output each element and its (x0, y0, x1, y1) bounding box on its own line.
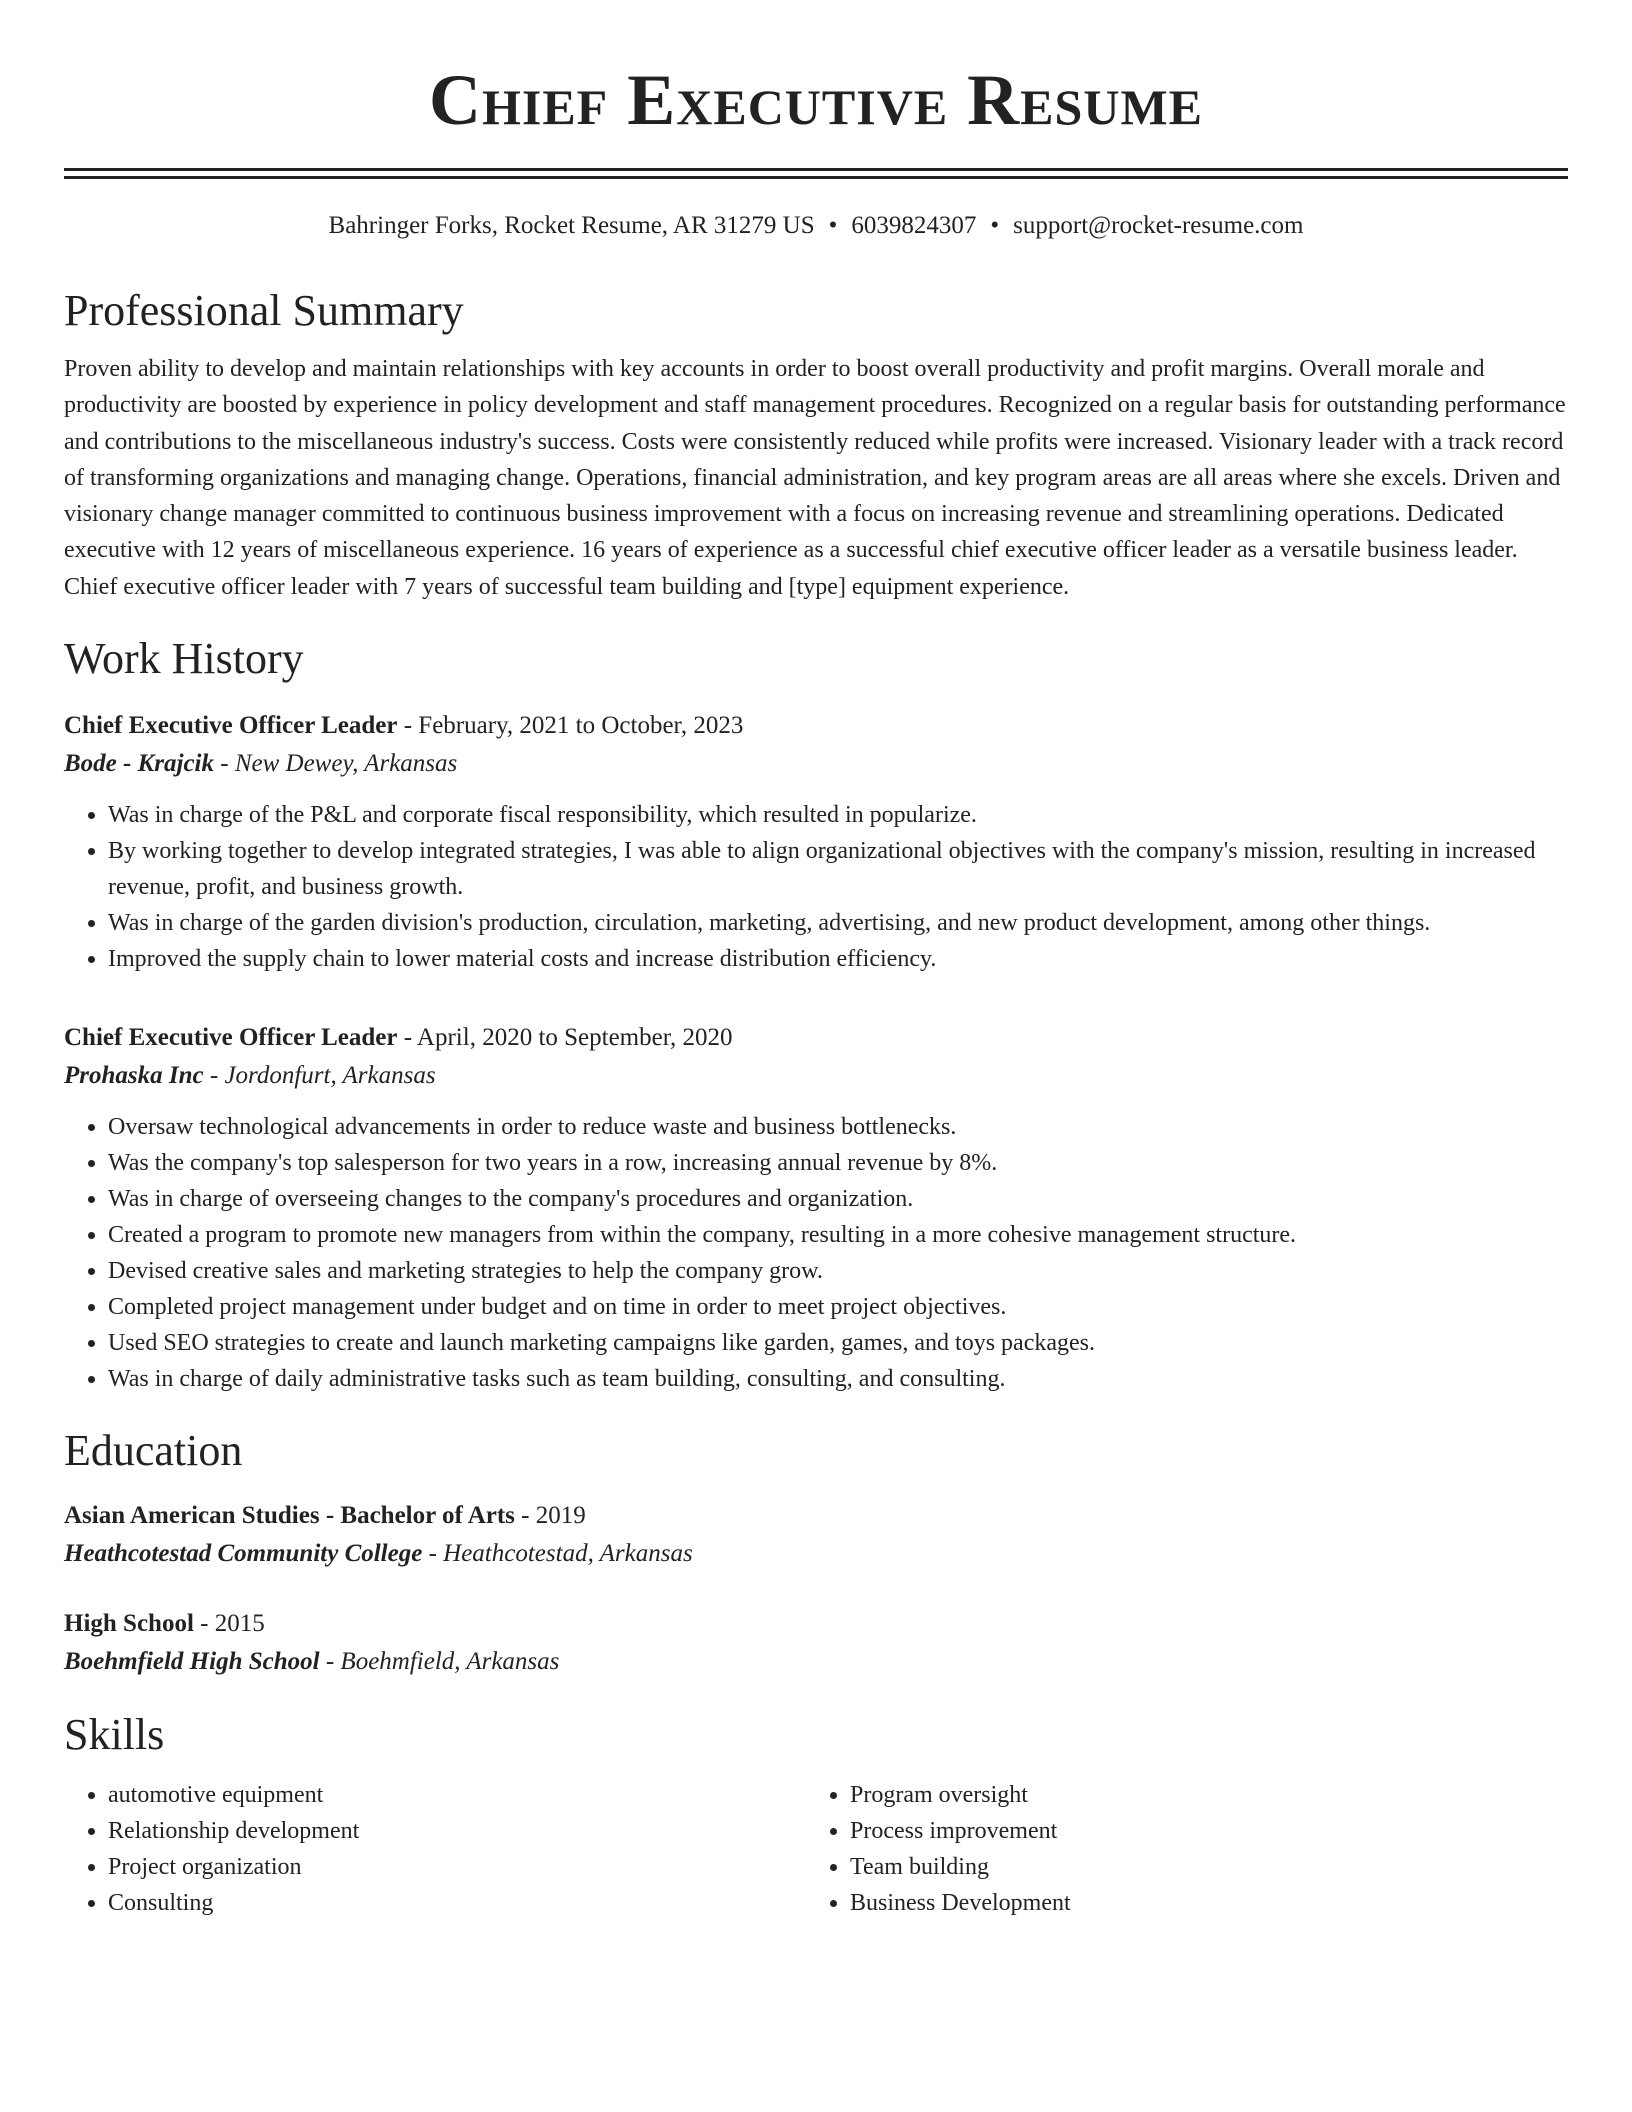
skill-item: • Process improvement (850, 1813, 1548, 1849)
summary-heading: Professional Summary (64, 286, 464, 335)
degree-year: 2019 (535, 1502, 586, 1530)
skills-column-right (806, 1777, 1548, 1921)
skill-item: • Consulting (108, 1885, 806, 1921)
skill-item: • Project organization (108, 1849, 806, 1885)
school-line: Boehmfield High School - Boehmfield, Arkansas (64, 1648, 560, 1676)
job-title-line: Chief Executive Officer Leader - April, 2020 to September, 2020 (64, 1024, 733, 1052)
job-bullet: • Was in charge of the garden division's production, circulation, marketing, advertising, and new product development, among other things. (108, 905, 1568, 941)
degree-line: Asian American Studies - Bachelor of Arts - 2019 (64, 1502, 586, 1530)
job-bullet: • Improved the supply chain to lower material costs and increase distribution efficiency. (108, 941, 1568, 977)
company-location: New Dewey, Arkansas (234, 750, 458, 778)
education-entry (64, 1497, 1568, 1573)
contact-email: support@rocket-resume.com (1013, 212, 1304, 239)
job-title-line: Chief Executive Officer Leader - February, 2021 to October, 2023 (64, 712, 744, 740)
company-line: Prohaska Inc - Jordonfurt, Arkansas (64, 1062, 436, 1090)
job-bullet: • Created a program to promote new managers from within the company, resulting in a more cohesive management structure. (108, 1217, 1568, 1253)
job-bullet: • Used SEO strategies to create and launch marketing campaigns like garden, games, and toys packages. (108, 1325, 1568, 1361)
school-line: Heathcotestad Community College - Heathcotestad, Arkansas (64, 1540, 693, 1568)
company-name: Bode - Krajcik (64, 750, 214, 778)
company-location: Jordonfurt, Arkansas (224, 1062, 436, 1090)
contact-phone: 6039824307 (851, 212, 977, 239)
skill-item: • Relationship development (108, 1813, 806, 1849)
school-name: Heathcotestad Community College (64, 1540, 423, 1568)
job-bullet: • Was in charge of the P&L and corporate fiscal responsibility, which resulted in popularize. (108, 797, 1568, 833)
job-bullet: • Devised creative sales and marketing strategies to help the company grow. (108, 1253, 1568, 1289)
company-line: Bode - Krajcik - New Dewey, Arkansas (64, 750, 458, 778)
contact-line (64, 209, 1568, 243)
skill-item: • Program oversight (850, 1777, 1548, 1813)
skill-item: • automotive equipment (108, 1777, 806, 1813)
education-heading: Education (64, 1426, 243, 1476)
job-title: Chief Executive Officer Leader (64, 1024, 398, 1052)
school-location: Boehmfield, Arkansas (340, 1648, 560, 1676)
work-history-heading: Work History (64, 634, 304, 684)
job-bullets (64, 797, 1568, 977)
job-entry (64, 1019, 1568, 1397)
title-divider (64, 168, 1568, 179)
degree-name: High School (64, 1610, 194, 1638)
job-bullet: • Was in charge of overseeing changes to the company's procedures and organization. (108, 1181, 1568, 1217)
job-entry (64, 707, 1568, 977)
contact-separator: • (828, 212, 838, 239)
resume-title: Chief Executive Resume (428, 60, 1203, 140)
skills-heading: Skills (64, 1710, 165, 1760)
job-dates: April, 2020 to September, 2020 (416, 1024, 733, 1052)
job-bullet: • Was in charge of daily administrative tasks such as team building, consulting, and consulting. (108, 1361, 1568, 1397)
company-name: Prohaska Inc (64, 1062, 204, 1090)
skills-column-left (64, 1777, 806, 1921)
job-bullet: • By working together to develop integrated strategies, I was able to align organizational objectives with the company's mission, resulting in increased revenue, profit, and business growth. (108, 833, 1568, 905)
job-title: Chief Executive Officer Leader (64, 712, 398, 740)
school-name: Boehmfield High School (64, 1648, 320, 1676)
contact-address: Bahringer Forks, Rocket Resume, AR 31279 US (328, 212, 815, 239)
skill-item: • Team building (850, 1849, 1548, 1885)
job-bullet: • Oversaw technological advancements in order to reduce waste and business bottlenecks. (108, 1109, 1568, 1145)
job-dates: February, 2021 to October, 2023 (418, 712, 744, 740)
skills-grid (64, 1777, 1568, 1921)
job-bullet: • Completed project management under budget and on time in order to meet project objectives. (108, 1289, 1568, 1325)
summary-text: Proven ability to develop and maintain relationships with key accounts in order to boost overall productivity and profit margins. Overall morale and productivity are boosted by experience in policy development and staff management procedures. Recognized on a regular basis for outstanding performance and contributions to the miscellaneous industry's success. Costs were consistently reduced while profits were increased. Visionary leader with a track record of transforming organizations and managing change. Operations, financial administration, and key program areas are all areas where she excels. Driven and visionary change manager committed to continuous business improvement with a focus on increasing revenue and streamlining operations. Dedicated executive with 12 years of miscellaneous experience. 16 years of experience as a successful chief executive officer leader as a versatile business leader. Chief executive officer leader with 7 years of successful team building and [type] equipment experience. (64, 356, 1566, 600)
contact-separator: • (990, 212, 1000, 239)
degree-line: High School - 2015 (64, 1610, 265, 1638)
job-bullets (64, 1109, 1568, 1397)
school-location: Heathcotestad, Arkansas (443, 1540, 693, 1568)
job-bullet: • Was the company's top salesperson for two years in a row, increasing annual revenue by 8%. (108, 1145, 1568, 1181)
education-entry (64, 1605, 1568, 1681)
degree-name: Asian American Studies - Bachelor of Arts (64, 1502, 515, 1530)
skill-item: • Business Development (850, 1885, 1548, 1921)
degree-year: 2015 (214, 1610, 265, 1638)
